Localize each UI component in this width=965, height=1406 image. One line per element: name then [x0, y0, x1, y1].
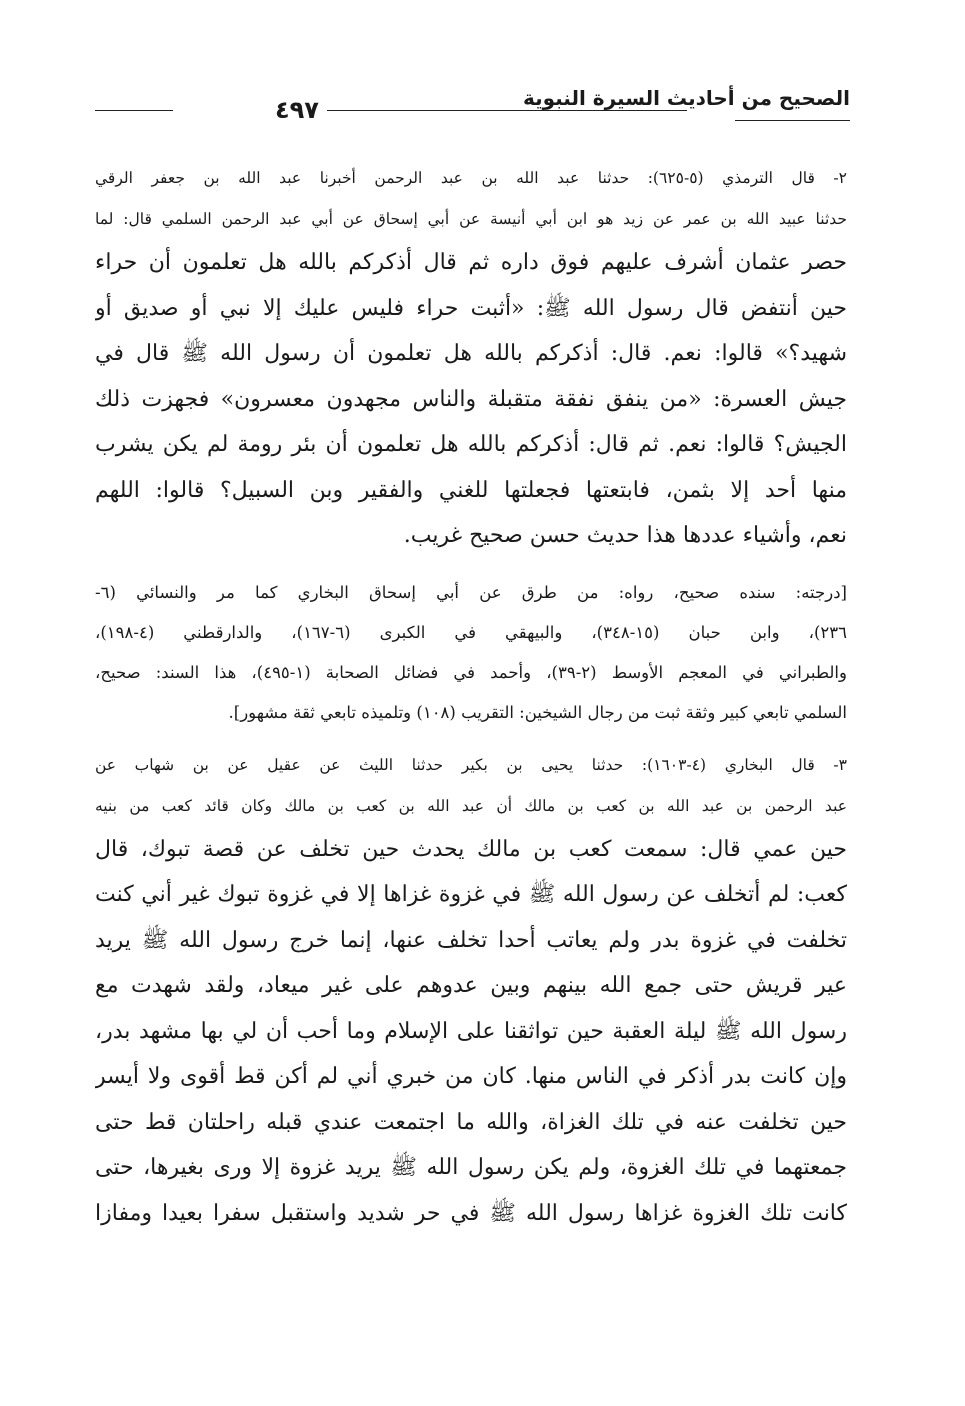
matn-line: عير قريش حتى جمع الله بينهم وبين عدوهم على غير ميعاد، ولقد شهدت مع	[95, 973, 847, 998]
matn-line: وإن كانت بدر أذكر في الناس منها. كان من خبري أني لم أكن قط أقوى ولا أيسر	[95, 1064, 847, 1089]
paragraph-gap	[95, 559, 847, 573]
book-title: الصحيح من أحاديث السيرة النبوية	[522, 86, 850, 110]
grading-commentary	[95, 573, 847, 733]
header-rule	[327, 110, 687, 111]
matn-line: حين أنتفض قال رسول الله ﷺ: «أثبت حراء فليس عليك إلا نبي أو صديق أو	[95, 295, 847, 321]
header-rule-short	[95, 110, 173, 111]
isnad-line: ٣- قال البخاري (٤-١٦٠٣): حدثنا يحيى بن بكير حدثنا الليث عن عقيل عن بن شهاب عن	[95, 755, 847, 774]
page-body	[95, 158, 847, 1236]
matn-line: منها أحد إلا بثمن، فابتعتها فجعلتها للغني والفقير وبن السبيل؟ قالوا: اللهم	[95, 477, 847, 503]
hadith-2	[95, 158, 847, 559]
paragraph-gap	[95, 733, 847, 745]
commentary-line: [درجته: سنده صحيح، رواه: من طرق عن أبي إسحاق البخاري كما مر والنسائي (٦-	[95, 582, 847, 602]
running-header	[95, 82, 850, 132]
isnad-line: عبد الرحمن بن عبد الله بن كعب بن مالك أن عبد الله بن كعب بن مالك وكان قائد كعب من بنيه	[95, 796, 847, 815]
isnad-line: ٢- قال الترمذي (٥-٦٢٥): حدثنا عبد الله بن عبد الرحمن أخبرنا عبد الله بن جعفر الرقي	[95, 169, 847, 187]
matn-line: كانت تلك الغزوة غزاها رسول الله ﷺ في حر شديد واستقبل سفرا بعيدا ومفازا	[95, 1200, 847, 1226]
matn-line: نعم، وأشياء عددها هذا حديث حسن صحيح غريب.	[403, 523, 847, 548]
matn-line: حين عمي قال: سمعت كعب بن مالك يحدث حين تخلف عن قصة تبوك، قال	[95, 836, 847, 862]
matn-line: حين تخلفت عنه في تلك الغزاة، والله ما اجتمعت عندي قبله راحلتان قط حتى	[95, 1109, 847, 1135]
hadith-3	[95, 745, 847, 1237]
matn-line: حصر عثمان أشرف عليهم فوق داره ثم قال أذكركم بالله هل تعلمون أن حراء	[95, 250, 847, 275]
matn-line: كعب: لم أتخلف عن رسول الله ﷺ في غزوة غزاها إلا في غزوة تبوك غير أني كنت	[95, 882, 847, 907]
matn-line: الجيش؟ قالوا: نعم. ثم قال: أذكركم بالله هل تعلمون أن بئر رومة لم يكن يشرب	[95, 432, 847, 457]
isnad-line: حدثنا عبيد الله بن عمر عن زيد هو ابن أبي أنيسة عن أبي إسحاق عن أبي عبد الرحمن السلمي قال: لما	[95, 210, 847, 228]
matn-line: تخلفت في غزوة بدر ولم يعاتب أحدا تخلف عنها، إنما خرج رسول الله ﷺ يريد	[95, 927, 847, 953]
matn-line: جيش العسرة: «من ينفق نفقة متقبلة والناس مجهدون معسرون» فجهزت ذلك	[95, 386, 847, 412]
matn-line: جمعتهما في تلك الغزوة، ولم يكن رسول الله ﷺ يريد غزوة إلا ورى بغيرها، حتى	[95, 1155, 847, 1180]
page-number: ٤٩٧	[275, 96, 319, 124]
commentary-line: السلمي تابعي كبير وثقة ثبت من رجال الشيخين: التقريب (١٠٨) وتلميذه تابعي ثقة مشهور].	[228, 702, 847, 722]
matn-line: شهيد؟» قالوا: نعم. قال: أذكركم بالله هل تعلمون أن رسول الله ﷺ قال في	[95, 341, 847, 366]
matn-line: رسول الله ﷺ ليلة العقبة حين تواثقنا على الإسلام وما أحب أن لي بها مشهد بدر،	[95, 1018, 847, 1044]
commentary-line: ٢٣٦)، وابن حبان (١٥-٣٤٨)، والبيهقي في الكبرى (٦-١٦٧)، والدارقطني (٤-١٩٨)،	[95, 622, 847, 642]
header-underline	[735, 120, 850, 121]
commentary-line: والطبراني في المعجم الأوسط (٢-٣٩)، وأحمد في فضائل الصحابة (١-٤٩٥)، هذا السند: صحيح،	[95, 662, 847, 682]
